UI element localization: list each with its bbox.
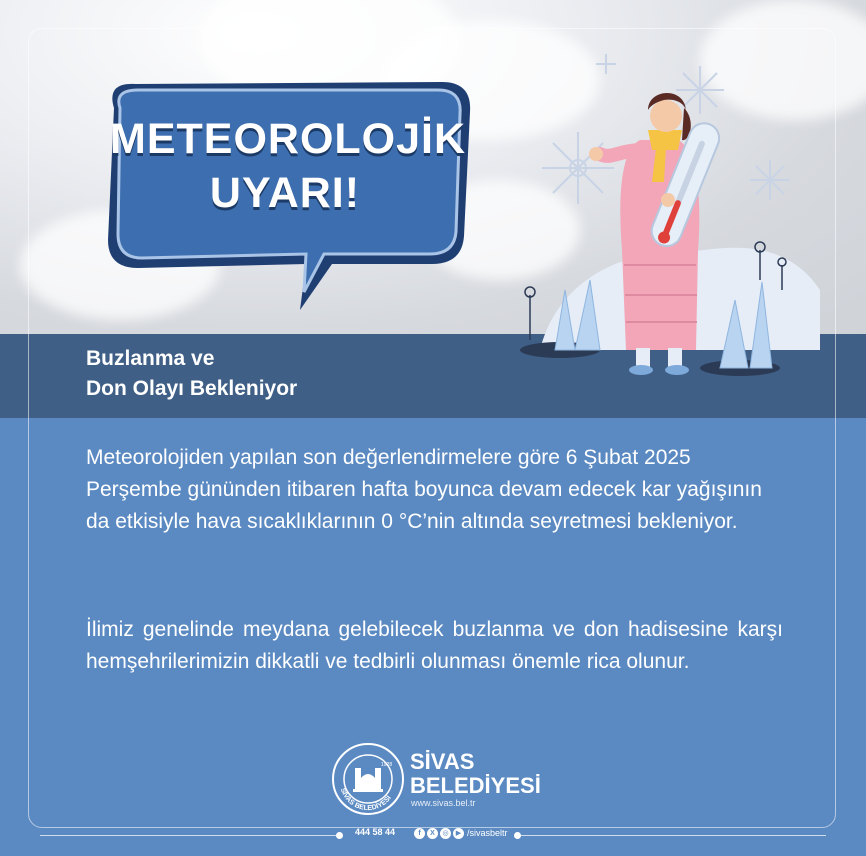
sivas-municipality-emblem <box>331 742 405 816</box>
youtube-icon[interactable]: ▶ <box>453 828 464 839</box>
logo-name-line2: BELEDİYESİ <box>410 773 541 798</box>
footer-divider-left <box>40 835 336 836</box>
emblem-year: 1928 <box>381 762 393 768</box>
footer-dot-left <box>336 832 343 839</box>
subtitle-line1: Buzlanma ve <box>86 347 215 370</box>
emblem-ring-text: SİVAS BELEDİYESİ <box>338 787 393 813</box>
footer-contact-bar <box>0 826 866 846</box>
bubble-title-line1: METEOROLOJİK <box>110 115 467 163</box>
announcement-paragraph-2: İlimiz genelinde meydana gelebilecek buzlanma ve don hadisesine karşı hemşehrilerimizin dikkatli ve tedbirli olunması önemle rica olunur. <box>86 618 783 673</box>
social-icons <box>414 828 464 839</box>
winter-woman-illustration <box>500 50 830 380</box>
bubble-title-line2: UYARI! <box>209 169 361 217</box>
website-link[interactable]: www.sivas.bel.tr <box>411 798 476 808</box>
subtitle <box>86 344 297 404</box>
facebook-icon[interactable]: f <box>414 828 425 839</box>
social-handle[interactable]: /sivasbeltr <box>467 828 508 838</box>
logo-name <box>410 750 541 798</box>
warning-speech-bubble <box>92 78 482 318</box>
bubble-title <box>110 112 467 220</box>
subtitle-line2: Don Olayı Bekleniyor <box>86 377 298 400</box>
x-icon[interactable]: X <box>427 828 438 839</box>
phone-number[interactable]: 444 58 44 <box>355 827 396 837</box>
footer-dot-right <box>514 832 521 839</box>
footer-divider-right <box>521 835 826 836</box>
logo-name-line1: SİVAS <box>410 749 475 774</box>
announcement-paragraph-1: Meteorolojiden yapılan son değerlendirmelere göre 6 Şubat 2025 Perşembe gününden itibaren hafta boyunca devam edecek kar yağışının da etkisiyle hava sıcaklıklarının 0 °C’nin altında seyretmesi bekleniyor. <box>86 446 762 533</box>
instagram-icon[interactable]: ◎ <box>440 828 451 839</box>
